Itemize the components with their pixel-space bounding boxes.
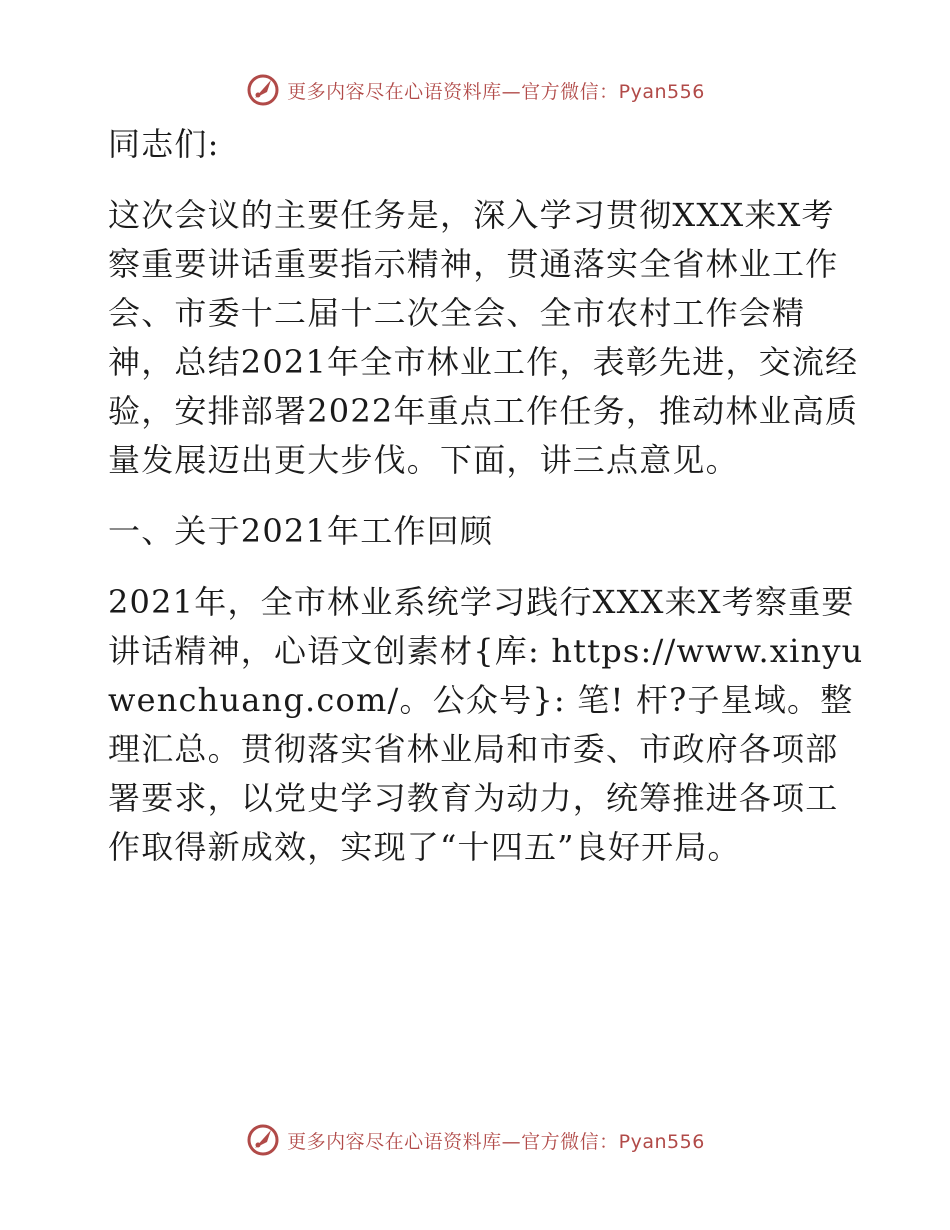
header-watermark bbox=[0, 70, 950, 110]
greeting: 同志们: bbox=[108, 125, 220, 163]
watermark-text: 更多内容尽在心语资料库—官方微信：Pyan556 bbox=[287, 80, 705, 103]
quill-pen-logo-icon bbox=[245, 72, 281, 108]
footer-watermark bbox=[0, 1120, 950, 1160]
watermark-text: 更多内容尽在心语资料库—官方微信：Pyan556 bbox=[287, 1130, 705, 1153]
section-heading: 一、关于2021年工作回顾 bbox=[108, 512, 494, 550]
document-body bbox=[96, 120, 866, 872]
paragraph-review: 2021年，全市林业系统学习践行XXX来X考察重要讲话精神，心语文创素材{库: https://www.xinyuwenchuang.com/。公众号}: 笔! 杆?子星域。整理汇总。贯彻落实省林业局和市委、市政府各项部署要求，以党史学习教育为动力，统筹推进各项工作取得新成效，实现了“十四五”良好开局。 bbox=[108, 583, 864, 866]
paragraph-intro: 这次会议的主要任务是，深入学习贯彻XXX来X考察重要讲话重要指示精神，贯通落实全省林业工作会、市委十二届十二次全会、全市农村工作会精神，总结2021年全市林业工作，表彰先进，交流经验，安排部署2022年重点工作任务，推动林业高质量发展迈出更大步伐。下面，讲三点意见。 bbox=[108, 196, 859, 479]
quill-pen-logo-icon bbox=[245, 1122, 281, 1158]
